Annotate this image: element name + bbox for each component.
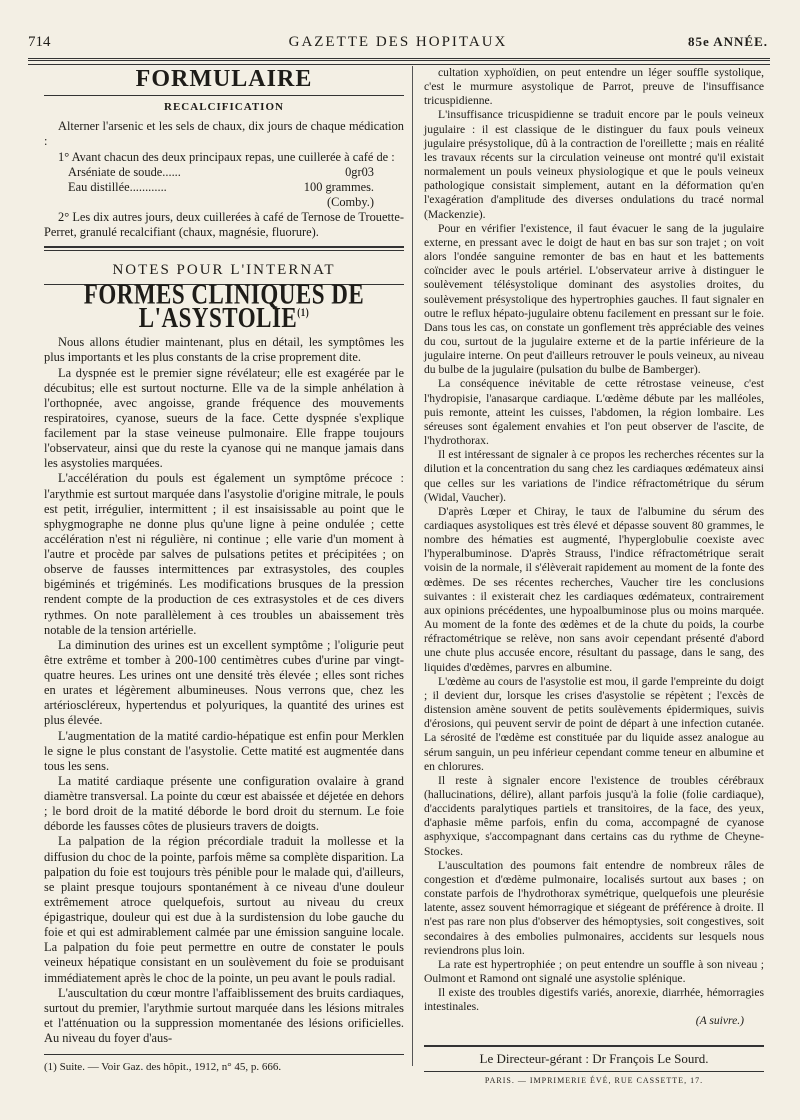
- paragraph: L'auscultation des poumons fait entendre de nombreux râles de congestion et d'œdème pulmonaire, localisés surtout aux bases ; on constate parfois de l'hydrothorax symétrique, quelquefois une pleurésie latente, assez souvent hémorragique et siégeant de préférence à droite. Il n'est pas rare non plus d'observer des hémoptysies, soit congestives, soit secondaires à des embolies pulmonaires, accidents sur lesquels nous reviendrons plus loin.: [424, 858, 764, 957]
- paragraph: L'œdème au cours de l'asystolie est mou, il garde l'empreinte du doigt ; il devient dur, lorsque les crises d'asystolie se répètent ; l'excès de distension amène souvent de petits soulèvements épidermiques, suivis d'érosions, qui peuvent servir de point de départ à une infection cutanée. La sérosité de l'œdème est constituée par du liquide assez analogue au sérum sanguin, un peu inférieur cependant comme teneur en albumine et en chlorures.: [424, 674, 764, 773]
- paragraph: cultation xyphoïdien, on peut entendre un léger souffle systolique, c'est le murmure asystolique de Parrot, preuve de l'insuffisance tricuspidienne.: [424, 66, 764, 108]
- paragraph: Pour en vérifier l'existence, il faut évacuer le sang de la jugulaire externe, en pressant avec le doigt de haut en bas sur son trajet ; on voit alors l'ondée sanguine remonter de bas en haut et les battements coïncider avec le pouls artériel. L'observateur arrive à distinguer le soulèvement télésystolique dominant des asystolies droites, du soulèvement présystolique des hypertrophies gauches. Il faut signaler en outre le reflux hépato-jugulaire obtenu facilement en pressant sur le foie. Dans tous les cas, on constate un gonflement très appréciable des veines du cou, surtout de la jugulaire externe et de la partie inférieure de la jugulaire interne. On peut d'ailleurs retrouver le pouls veineux, au niveau du bulbe de la jugulaire (pulsation du bulbe de Bamberger).: [424, 221, 764, 377]
- ingredient-qty: 100 grammes.: [303, 179, 374, 194]
- paragraph: La conséquence inévitable de cette rétrostase veineuse, c'est l'hydropisie, l'anasarque cardiaque. L'œdème débute par les malléoles, puis remonte, atteint les cuisses, l'abdomen, la région lombaire. Les séreuses sont également envahies et l'on peut observer de l'ascite, de l'hydrothorax.: [424, 377, 764, 448]
- formulaire-step1: 1° Avant chacun des deux principaux repas, une cuillerée à café de :: [58, 149, 395, 164]
- paragraph: Il est intéressant de signaler à ce propos les recherches récentes sur la dilution et la concentration du sang chez les cardiaques œdémateux ainsi que celles sur les variations de l'indice réfractométrique du sérum (Widal, Vaucher).: [424, 448, 764, 504]
- paragraph: La dyspnée est le premier signe révélateur; elle est exagérée par le décubitus; elle est surtout nocturne. Elle va de la simple anhélation à l'orthopnée, avec angoisse, grande fréquence des mouvements respiratoires, cyanose, sueurs de la face. Cette dyspnée s'explique facilement par la stase veineuse pulmonaire. Elle frappe toujours l'observateur, ainsi que du reste la cyanose qui ne manque jamais dans les asystolies marquées.: [44, 365, 404, 471]
- paragraph: L'auscultation du cœur montre l'affaiblissement des bruits cardiaques, surtout du premier, l'arythmie surtout marquée dans les lésions mitrales et l'atténuation ou la suppression momentanée des lésions orificielles. Au niveau du foyer d'aus-: [44, 985, 404, 1046]
- paragraph: L'accélération du pouls est également un symptôme précoce : l'arythmie est surtout marquée dans l'asystolie d'origine mitrale, le pouls est petit, irrégulier, intermittent ; il est insaisissable au point que le sphygmographe ne donne plus qu'une ligne à peine ondulée ; cette accélération n'est ni régulière, ni continue ; elle varie d'un moment à l'autre et procède par salves de pulsations petites et précipitées ; on observe de fausses intermittences par extrasystoles, des couples bigéminés et trigéminés. Les modifications brusques de la pression rendent compte de la production de ces extrasystoles et de ces divers rythmes. On note parallèlement à ces troubles un abaissement très notable de la tension artérielle.: [44, 471, 404, 637]
- paragraph: Il reste à signaler encore l'existence de troubles cérébraux (hallucinations, délire), allant parfois jusqu'à la folie (folie cardiaque), d'accidents paralytiques partiels et transitoires, de la face, des yeux, d'aphasie même parfois, enfin du coma, accompagné de cyanose asphyxique, s'accompagnant dans certains cas du rythme de Cheyne-Stockes.: [424, 773, 764, 858]
- footnote-mark: (1): [297, 306, 310, 320]
- formulaire-subtitle: RECALCIFICATION: [164, 101, 284, 114]
- notes-heading: NOTES POUR L'INTERNAT: [112, 262, 336, 279]
- formulaire-title: FORMULAIRE: [135, 66, 313, 92]
- page-number: 714: [28, 34, 51, 50]
- signature: Le Directeur-gérant : Dr François Le Sourd.: [424, 1045, 764, 1072]
- divider: [44, 95, 404, 96]
- ingredient-name: Arséniate de soude......: [68, 164, 181, 179]
- printer-line: PARIS. — IMPRIMERIE ÉVÉ, RUE CASSETTE, 17.: [484, 1076, 704, 1085]
- column-separator: [412, 66, 413, 1066]
- ingredient-name: Eau distillée............: [68, 179, 167, 194]
- right-column: [424, 66, 764, 1029]
- right-paragraphs: [424, 66, 764, 1014]
- paragraph: D'après Lœper et Chiray, le taux de l'albumine du sérum des cardiaques asystoliques est très élevé et dépasse souvent 80 grammes, le nombre des hématies est augmenté, l'hyperglobulie coexiste avec l'hyperalbuminose. D'après Strauss, l'indice réfractométrique serait voisin de la normale, il s'élèverait rapidement au moment de la fonte des œdèmes. De ses récentes recherches, Vaucher tire les conclusions suivantes : il existerait chez les cardiaques œdémateux, contrairement aux opinions précédentes, une hypoalbuminose plus ou moins marquée. Au moment de la fonte des œdèmes et de la chute du poids, la courbe réfractométrique se relève, non sans avoir cependant présenté d'abord une chute plus accusée encore, résultant du passage, dans le sang, des liquides d'œdèmes, parvres en albumine.: [424, 504, 764, 674]
- paragraph: La palpation de la région précordiale traduit la mollesse et la diffusion du choc de la pointe, parfois même sa complète disparition. La palpation du foie est toujours très pénible pour le malade qui, d'ailleurs, se plaint presque toujours spontanément à ce niveau d'une douleur extrêmement atroce quelquefois, surtout au niveau du creux épigastrique, douleur qui est due à la surdistension du lobe gauche du foie et qui est admirablement calmée par une émission sanguine locale. La palpation du foie peut permettre en outre de constater le pouls veineux hépatique consistant en un soulèvement du foie se produisant immédiatement après le choc de la pointe, un peu avant le pouls radial.: [44, 834, 404, 985]
- paragraph: La rate est hypertrophiée ; on peut entendre un souffle à son niveau ; Oulmont et Ramond ont signalé une asystolie splénique.: [424, 957, 764, 985]
- to-follow: (A suivre.): [695, 1014, 744, 1028]
- recipe-author: (Comby.): [326, 194, 374, 209]
- year-label: 85e ANNÉE.: [687, 34, 768, 49]
- paragraph: Nous allons étudier maintenant, plus en détail, les symptômes les plus importants et les plus constants de la crise proprement dite.: [44, 335, 404, 365]
- formulaire-step2: 2° Les dix autres jours, deux cuillerées à café de Ternose de Trouette-Perret, granulé recalcifiant (chaux, magnésie, fluorure).: [44, 210, 404, 240]
- divider: [44, 246, 404, 251]
- formulaire-intro: Alterner l'arsenic et les sels de chaux, dix jours de chaque médication :: [44, 119, 404, 149]
- paragraph: L'augmentation de la matité cardio-hépatique est enfin pour Merklen le signe le plus constant de l'asystolie. Cette matité est augmentée dans tous les sens.: [44, 728, 404, 773]
- paragraph: La matité cardiaque présente une configuration ovalaire à grand diamètre transversal. La pointe du cœur est abaissée et déjetée en dehors ; le bord droit de la matité déborde le bord droit du sternum. Le foie déborde les fausses côtes de plusieurs travers de doigts.: [44, 773, 404, 834]
- paragraph: La diminution des urines est un excellent symptôme ; l'oligurie peut être extrême et tomber à 200-100 centimètres cubes d'urine par vingt-quatre heures. Les urines ont une densité très élevée ; elles sont riches en urates et légèrement albumineuses. Nous verrons que, chez les artérioscléreux, hypertendus et polyuriques, la quantité des urines est plus élevée.: [44, 637, 404, 728]
- left-column: [44, 66, 404, 1046]
- recipe-line: [44, 180, 404, 195]
- page-header: [28, 34, 768, 56]
- paragraph: Il existe des troubles digestifs variés, anorexie, diarrhée, hémorragies intestinales.: [424, 986, 764, 1014]
- header-rule: [28, 58, 770, 65]
- journal-title: GAZETTE DES HOPITAUX: [288, 34, 508, 50]
- article-title: FORMES CLINIQUES DE L'ASYSTOLIE$^{(1)}$: [83, 278, 365, 334]
- left-paragraphs: [44, 335, 404, 1046]
- recipe-line: [44, 165, 404, 180]
- paragraph: L'insuffisance tricuspidienne se traduit encore par le pouls veineux jugulaire : il est classique de le distinguer du faux pouls veineux jugulaire présystolique, dû à la contraction de l'oreillette ; mais en réalité les travaux récents sur la circulation veineuse ont montré qu'il existait normalement un pouls veineux physiologique et que le pouls veineux pathologique consistait simplement, autant en la déformation qu'en l'exagération d'amplitude des diverses ondulations du tracé normal (Mackenzie).: [424, 108, 764, 221]
- ingredient-qty: 0gr03: [345, 164, 374, 179]
- footnote: (1) Suite. — Voir Gaz. des hôpit., 1912, n° 45, p. 666.: [44, 1054, 404, 1073]
